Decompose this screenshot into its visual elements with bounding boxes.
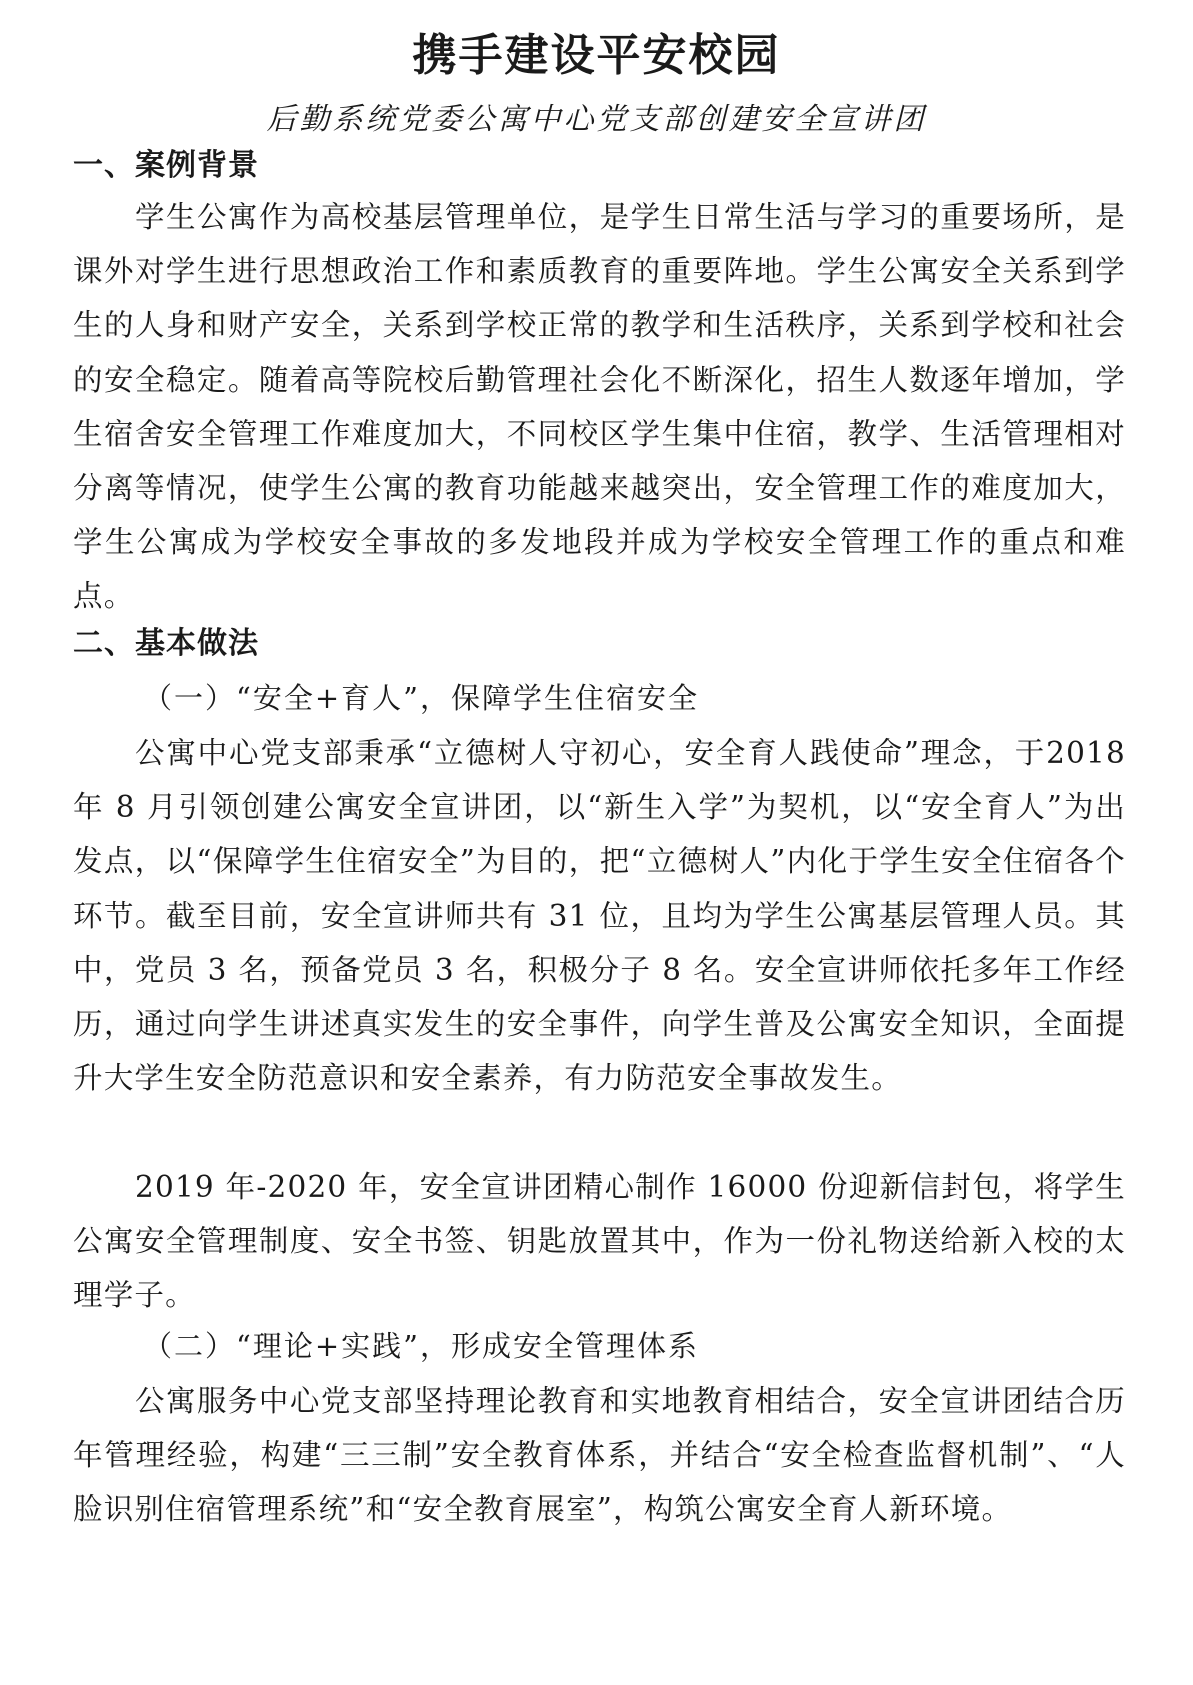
paragraph-background: 学生公寓作为高校基层管理单位，是学生日常生活与学习的重要场所，是课外对学生进行思想政治工作和素质教育的重要阵地。学生公寓安全关系到学生的人身和财产安全，关系到学校正常的教学和生活秩序，关系到学校和社会的安全稳定。随着高等院校后勤管理社会化不断深化，招生人数逐年增加，学生宿舍安全管理工作难度加大，不同校区学生集中住宿，教学、生活管理相对分离等情况，使学生公寓的教育功能越来越突出，安全管理工作的难度加大，学生公寓成为学校安全事故的多发地段并成为学校安全管理工作的重点和难点。	[73, 200, 1126, 614]
subsection-heading-theory-practice: （二）“理论+实践”，形成安全管理体系	[143, 1329, 699, 1363]
paragraph-welcome-envelopes: 2019 年-2020 年，安全宣讲团精心制作 16000 份迎新信封包，将学生公寓安全管理制度、安全书签、钥匙放置其中，作为一份礼物送给新入校的太理学子。	[73, 1170, 1126, 1313]
document-title: 携手建设平安校园	[412, 30, 781, 81]
section-heading-background: 一、案例背景	[73, 148, 259, 183]
paragraph-education-system: 公寓服务中心党支部坚持理论教育和实地教育相结合，安全宣讲团结合历年管理经验，构建“三三制”安全教育体系，并结合“安全检查监督机制”、“人脸识别住宿管理系统”和“安全教育展室”，构筑公寓安全育人新环境。	[73, 1384, 1126, 1527]
subsection-heading-safety-education: （一）“安全+育人”，保障学生住宿安全	[143, 681, 699, 715]
document-subtitle: 后勤系统党委公寓中心党支部创建安全宣讲团	[266, 102, 927, 137]
section-heading-methods: 二、基本做法	[73, 626, 259, 661]
paragraph-safety-team: 公寓中心党支部秉承“立德树人守初心，安全育人践使命”理念，于2018 年 8 月引领创建公寓安全宣讲团，以“新生入学”为契机，以“安全育人”为出发点，以“保障学生住宿安全”为目的，把“立德树人”内化于学生安全住宿各个环节。截至目前，安全宣讲师共有 31 位，且均为学生公寓基层管理人员。其中，党员 3 名，预备党员 3 名，积极分子 8 名。安全宣讲师依托多年工作经历，通过向学生讲述真实发生的安全事件，向学生普及公寓安全知识，全面提升大学生安全防范意识和安全素养，有力防范安全事故发生。	[73, 736, 1126, 1096]
